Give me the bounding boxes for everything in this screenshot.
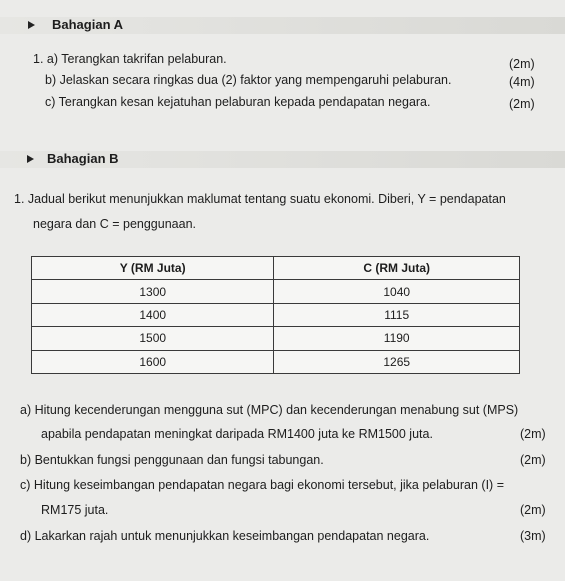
question-b-c-line2: RM175 juta. — [41, 503, 109, 517]
table-row — [32, 303, 520, 326]
table-header-row — [32, 257, 520, 280]
question-b-a-line1: a) Hitung kecenderungan mengguna sut (MPC) dan kecenderungan menabung sut (MPS) — [20, 403, 519, 417]
table-header-y: Y (RM Juta) — [32, 257, 274, 280]
question-b-b-mark: (2m) — [520, 453, 546, 467]
table-cell: 1500 — [32, 327, 274, 350]
question-b-c-line1: c) Hitung keseimbangan pendapatan negara bagi ekonomi tersebut, jika pelaburan (I) = — [20, 478, 504, 492]
question-b-a-line2: apabila pendapatan meningkat daripada RM1400 juta ke RM1500 juta. — [41, 427, 433, 441]
table-cell: 1115 — [274, 303, 520, 326]
question-1b-mark: (4m) — [509, 75, 535, 89]
section-a-title: Bahagian A — [52, 17, 124, 32]
table-row — [32, 327, 520, 350]
question-1a: 1. a) Terangkan takrifan pelaburan. — [33, 52, 227, 66]
table-cell: 1400 — [32, 303, 274, 326]
section-b-title: Bahagian B — [47, 151, 119, 166]
table-row — [32, 350, 520, 373]
table-cell: 1300 — [32, 280, 274, 303]
table-cell: 1265 — [274, 350, 520, 373]
question-b-b: b) Bentukkan fungsi penggunaan dan fungsi tabungan. — [20, 453, 324, 467]
section-b-intro-line2: negara dan C = penggunaan. — [33, 217, 196, 231]
table-cell: 1600 — [32, 350, 274, 373]
section-b-intro-line1: 1. Jadual berikut menunjukkan maklumat tentang suatu ekonomi. Diberi, Y = pendapatan — [14, 192, 506, 206]
section-a-arrow-icon — [28, 21, 35, 29]
table-row — [32, 280, 520, 303]
question-b-c-mark: (2m) — [520, 503, 546, 517]
data-table — [31, 256, 520, 374]
question-1c: c) Terangkan kesan kejatuhan pelaburan kepada pendapatan negara. — [45, 95, 431, 109]
question-b-a-mark: (2m) — [520, 427, 546, 441]
table-header-c: C (RM Juta) — [274, 257, 520, 280]
table-cell: 1040 — [274, 280, 520, 303]
question-1b: b) Jelaskan secara ringkas dua (2) faktor yang mempengaruhi pelaburan. — [45, 73, 452, 87]
section-b-arrow-icon — [27, 155, 34, 163]
question-1a-mark: (2m) — [509, 57, 535, 71]
table-cell: 1190 — [274, 327, 520, 350]
question-b-d-mark: (3m) — [520, 529, 546, 543]
question-b-d: d) Lakarkan rajah untuk menunjukkan keseimbangan pendapatan negara. — [20, 529, 430, 543]
question-1c-mark: (2m) — [509, 97, 535, 111]
